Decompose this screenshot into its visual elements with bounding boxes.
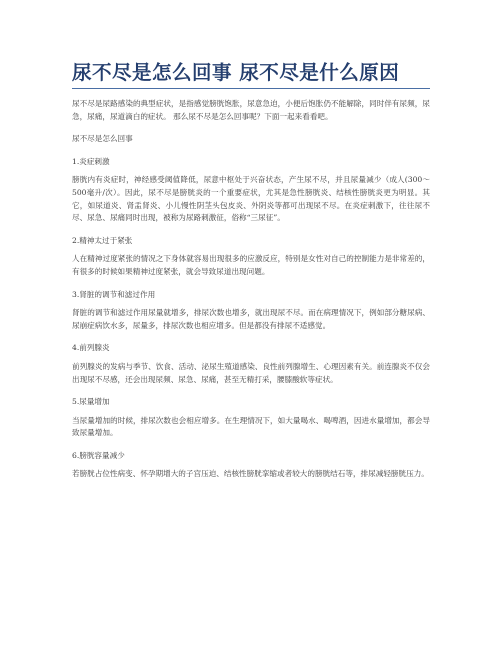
body-paragraph: 膀胱内有炎症时，神经感受阈值降低，尿意中枢处于兴奋状态，产生尿不尽，并且尿量减少（成人(300～500毫升/次）。因此，尿不尽是膀胱炎的一个重要症状，尤其是急性膀胱炎、结核性膀胱炎更为明显。其它，如尿道炎、肾盂肾炎、小儿慢性阴茎头包皮炎、外阴炎等都可出现尿不尽。在炎症刺激下，往往尿不尽、尿急、尿痛同时出现，被称为尿路刺激征，俗称“三尿征”。: [72, 175, 430, 223]
page-title: 尿不尽是怎么回事 尿不尽是什么原因: [72, 61, 400, 84]
body-paragraph: 当尿量增加的时候，排尿次数也会相应增多。在生理情况下，如大量喝水、喝啤酒，因进水量增加，都会导致尿量增加。: [72, 415, 430, 438]
body-paragraph: 人在精神过度紧张的情况之下身体就容易出现很多的应激反应，特别是女性对自己的控制能力是非常差的，有很多的时候如果精神过度紧张，就会导致尿道出现问题。: [72, 254, 430, 276]
section-heading: 6.膀胱容量减少: [72, 450, 125, 460]
section-heading: 4.前列腺炎: [72, 343, 110, 353]
section-heading: 5.尿量增加: [72, 397, 110, 407]
section-intro-heading: 尿不尽是怎么回事: [72, 134, 133, 144]
section-heading: 1.炎症刺激: [72, 156, 110, 166]
body-paragraph: 肾脏的调节和滤过作用尿量就增多，排尿次数也增多，就出现尿不尽。而在病理情况下，例如部分糖尿病、尿崩症病饮水多，尿量多，排尿次数也相应增多。但是都没有排尿不适感觉。: [72, 308, 430, 330]
section-heading: 2.精神太过于紧张: [72, 235, 133, 245]
section-heading: 3.肾脏的调节和滤过作用: [72, 289, 156, 299]
body-paragraph: 若膀胱占位性病变、怀孕期增大的子宫压迫、结核性膀胱挛缩或者较大的膀胱结石等，排尿减轻膀胱压力。: [72, 469, 429, 479]
title-divider: [72, 88, 430, 89]
body-paragraph: 前列腺炎的发病与季节、饮食、活动、泌尿生殖道感染、良性前列腺增生、心理因素有关。前连腺炎不仅会出现尿不尽感，还会出现尿频、尿急、尿痛，甚至无精打采，腰膝酸软等症状。: [72, 361, 430, 384]
article-body: [72, 98, 430, 491]
intro-paragraph: 尿不尽是尿路感染的典型症状，是指感觉膀胱饱胀，尿意急迫，小便后饱胀仍不能解除，同时伴有尿频，尿急，尿痛，尿道滴白的症状。 那么尿不尽是怎么回事呢？下面一起来看看吧。: [72, 99, 430, 121]
